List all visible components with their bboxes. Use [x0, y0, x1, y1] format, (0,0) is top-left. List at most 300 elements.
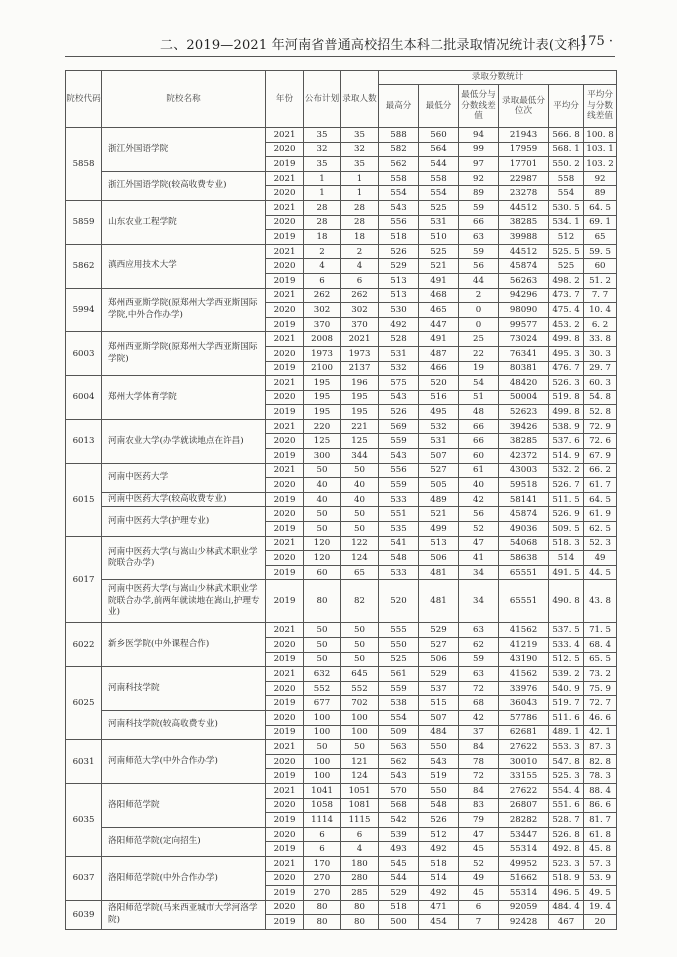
school-name-cell: 河南中医药大学(与嵩山少林武术职业学院联合办学) — [102, 536, 266, 580]
min-rank-cell: 43190 — [499, 652, 549, 667]
admitted-cell: 50 — [341, 463, 379, 478]
min-rank-cell: 58638 — [499, 551, 549, 566]
max-score-cell: 533 — [379, 492, 419, 507]
table-body — [66, 128, 617, 930]
admitted-cell: 702 — [341, 696, 379, 711]
min-diff-cell: 34 — [459, 580, 499, 623]
min-diff-cell: 62 — [459, 638, 499, 653]
plan-cell: 262 — [304, 288, 341, 303]
year-cell: 2020 — [266, 681, 304, 696]
plan-cell: 40 — [304, 492, 341, 507]
school-name-cell: 郑州大学体育学院 — [102, 376, 266, 420]
plan-cell: 28 — [304, 200, 341, 215]
header-min: 最低分 — [419, 85, 459, 128]
min-score-cell: 532 — [419, 419, 459, 434]
plan-cell: 28 — [304, 215, 341, 230]
avg-diff-cell: 103. 1 — [584, 142, 617, 157]
max-score-cell: 543 — [379, 390, 419, 405]
min-rank-cell: 44512 — [499, 200, 549, 215]
min-score-cell: 520 — [419, 376, 459, 391]
header-avg: 平均分 — [549, 85, 584, 128]
year-cell: 2021 — [266, 536, 304, 551]
plan-cell: 2 — [304, 244, 341, 259]
avg-diff-cell: 44. 5 — [584, 565, 617, 580]
avg-diff-cell: 61. 7 — [584, 478, 617, 493]
admitted-cell: 195 — [341, 390, 379, 405]
min-score-cell: 495 — [419, 405, 459, 420]
school-name-cell: 郑州西亚斯学院(原郑州大学西亚斯国际学院) — [102, 332, 266, 376]
max-score-cell: 561 — [379, 667, 419, 682]
avg-score-cell: 537. 5 — [549, 623, 584, 638]
avg-diff-cell: 88. 4 — [584, 783, 617, 798]
avg-score-cell: 532. 2 — [549, 463, 584, 478]
admitted-cell: 65 — [341, 565, 379, 580]
min-rank-cell: 41562 — [499, 667, 549, 682]
school-code-cell: 5994 — [66, 288, 102, 332]
max-score-cell: 559 — [379, 681, 419, 696]
admitted-cell: 124 — [341, 551, 379, 566]
school-name-cell: 滇西应用技术大学 — [102, 244, 266, 288]
admitted-cell: 302 — [341, 303, 379, 318]
min-diff-cell: 63 — [459, 230, 499, 245]
table-row — [66, 492, 617, 507]
year-cell: 2019 — [266, 405, 304, 420]
min-diff-cell: 97 — [459, 157, 499, 172]
plan-cell: 35 — [304, 157, 341, 172]
avg-score-cell: 550. 2 — [549, 157, 584, 172]
admitted-cell: 122 — [341, 536, 379, 551]
min-diff-cell: 40 — [459, 478, 499, 493]
avg-diff-cell: 67. 9 — [584, 449, 617, 464]
max-score-cell: 550 — [379, 638, 419, 653]
max-score-cell: 526 — [379, 405, 419, 420]
min-diff-cell: 34 — [459, 565, 499, 580]
min-score-cell: 507 — [419, 710, 459, 725]
avg-diff-cell: 20 — [584, 915, 617, 930]
min-score-cell: 560 — [419, 128, 459, 143]
admitted-cell: 32 — [341, 142, 379, 157]
min-score-cell: 499 — [419, 522, 459, 537]
min-score-cell: 468 — [419, 288, 459, 303]
avg-score-cell: 525. 5 — [549, 244, 584, 259]
year-cell: 2019 — [266, 522, 304, 537]
avg-score-cell: 568. 1 — [549, 142, 584, 157]
min-rank-cell: 39988 — [499, 230, 549, 245]
header-name: 院校名称 — [102, 71, 266, 128]
year-cell: 2021 — [266, 667, 304, 682]
avg-score-cell: 518. 9 — [549, 871, 584, 886]
min-rank-cell: 43003 — [499, 463, 549, 478]
min-score-cell: 554 — [419, 186, 459, 201]
min-diff-cell: 63 — [459, 667, 499, 682]
min-diff-cell: 61 — [459, 463, 499, 478]
max-score-cell: 544 — [379, 871, 419, 886]
max-score-cell: 582 — [379, 142, 419, 157]
min-score-cell: 525 — [419, 244, 459, 259]
avg-score-cell: 526. 3 — [549, 376, 584, 391]
admitted-cell: 344 — [341, 449, 379, 464]
min-score-cell: 492 — [419, 842, 459, 857]
min-rank-cell: 65551 — [499, 580, 549, 623]
min-score-cell: 491 — [419, 273, 459, 288]
year-cell: 2019 — [266, 157, 304, 172]
year-cell: 2020 — [266, 478, 304, 493]
school-code-cell: 6015 — [66, 463, 102, 536]
year-cell: 2019 — [266, 842, 304, 857]
avg-score-cell: 475. 4 — [549, 303, 584, 318]
admitted-cell: 40 — [341, 492, 379, 507]
table-row — [66, 856, 617, 871]
max-score-cell: 529 — [379, 259, 419, 274]
min-diff-cell: 7 — [459, 915, 499, 930]
max-score-cell: 543 — [379, 769, 419, 784]
max-score-cell: 493 — [379, 842, 419, 857]
avg-score-cell: 526. 9 — [549, 507, 584, 522]
table-row — [66, 244, 617, 259]
min-diff-cell: 72 — [459, 769, 499, 784]
school-code-cell: 6013 — [66, 419, 102, 463]
min-diff-cell: 59 — [459, 652, 499, 667]
admitted-cell: 50 — [341, 623, 379, 638]
admitted-cell: 50 — [341, 522, 379, 537]
max-score-cell: 543 — [379, 200, 419, 215]
table-row — [66, 740, 617, 755]
avg-score-cell: 519. 7 — [549, 696, 584, 711]
table-row — [66, 128, 617, 143]
min-diff-cell: 72 — [459, 681, 499, 696]
plan-cell: 120 — [304, 551, 341, 566]
min-rank-cell: 22987 — [499, 171, 549, 186]
min-score-cell: 489 — [419, 492, 459, 507]
year-cell: 2020 — [266, 142, 304, 157]
max-score-cell: 518 — [379, 900, 419, 915]
admitted-cell: 28 — [341, 200, 379, 215]
avg-score-cell: 533. 4 — [549, 638, 584, 653]
admitted-cell: 50 — [341, 740, 379, 755]
avg-score-cell: 496. 5 — [549, 886, 584, 901]
plan-cell: 1 — [304, 171, 341, 186]
header-year: 年份 — [266, 71, 304, 128]
avg-diff-cell: 66. 2 — [584, 463, 617, 478]
max-score-cell: 531 — [379, 346, 419, 361]
avg-diff-cell: 42. 1 — [584, 725, 617, 740]
min-diff-cell: 48 — [459, 405, 499, 420]
plan-cell: 60 — [304, 565, 341, 580]
min-rank-cell: 45874 — [499, 507, 549, 522]
header-score-group: 录取分数统计 — [379, 71, 617, 85]
admitted-cell: 28 — [341, 215, 379, 230]
school-code-cell: 6035 — [66, 783, 102, 856]
avg-score-cell: 453. 2 — [549, 317, 584, 332]
year-cell: 2021 — [266, 376, 304, 391]
school-code-cell: 6022 — [66, 623, 102, 667]
avg-score-cell: 511. 5 — [549, 492, 584, 507]
min-diff-cell: 52 — [459, 856, 499, 871]
avg-score-cell: 499. 8 — [549, 405, 584, 420]
avg-diff-cell: 73. 2 — [584, 667, 617, 682]
year-cell: 2019 — [266, 565, 304, 580]
max-score-cell: 556 — [379, 463, 419, 478]
school-code-cell: 6003 — [66, 332, 102, 376]
avg-diff-cell: 59. 5 — [584, 244, 617, 259]
avg-diff-cell: 30. 3 — [584, 346, 617, 361]
admitted-cell: 18 — [341, 230, 379, 245]
min-diff-cell: 59 — [459, 200, 499, 215]
avg-score-cell: 547. 8 — [549, 754, 584, 769]
max-score-cell: 528 — [379, 332, 419, 347]
year-cell: 2020 — [266, 754, 304, 769]
avg-diff-cell: 75. 9 — [584, 681, 617, 696]
year-cell: 2021 — [266, 128, 304, 143]
admitted-cell: 1 — [341, 186, 379, 201]
avg-diff-cell: 54. 8 — [584, 390, 617, 405]
min-diff-cell: 49 — [459, 871, 499, 886]
min-rank-cell: 27622 — [499, 740, 549, 755]
min-rank-cell: 54068 — [499, 536, 549, 551]
min-score-cell: 454 — [419, 915, 459, 930]
max-score-cell: 569 — [379, 419, 419, 434]
year-cell: 2020 — [266, 259, 304, 274]
avg-diff-cell: 82. 8 — [584, 754, 617, 769]
max-score-cell: 554 — [379, 186, 419, 201]
school-code-cell: 6004 — [66, 376, 102, 420]
avg-diff-cell: 62. 5 — [584, 522, 617, 537]
min-rank-cell: 45874 — [499, 259, 549, 274]
min-rank-cell: 39426 — [499, 419, 549, 434]
admitted-cell: 262 — [341, 288, 379, 303]
min-score-cell: 465 — [419, 303, 459, 318]
plan-cell: 6 — [304, 842, 341, 857]
min-diff-cell: 99 — [459, 142, 499, 157]
max-score-cell: 509 — [379, 725, 419, 740]
avg-diff-cell: 68. 4 — [584, 638, 617, 653]
min-diff-cell: 60 — [459, 449, 499, 464]
year-cell: 2021 — [266, 783, 304, 798]
plan-cell: 195 — [304, 376, 341, 391]
admitted-cell: 280 — [341, 871, 379, 886]
avg-diff-cell: 72. 9 — [584, 419, 617, 434]
avg-diff-cell: 81. 7 — [584, 813, 617, 828]
min-diff-cell: 0 — [459, 317, 499, 332]
table-row — [66, 536, 617, 551]
table-row — [66, 463, 617, 478]
avg-score-cell: 538. 9 — [549, 419, 584, 434]
max-score-cell: 554 — [379, 710, 419, 725]
avg-diff-cell: 19. 4 — [584, 900, 617, 915]
avg-diff-cell: 57. 3 — [584, 856, 617, 871]
min-diff-cell: 68 — [459, 696, 499, 711]
min-diff-cell: 84 — [459, 740, 499, 755]
avg-score-cell: 511. 6 — [549, 710, 584, 725]
plan-cell: 32 — [304, 142, 341, 157]
min-rank-cell: 49036 — [499, 522, 549, 537]
plan-cell: 50 — [304, 623, 341, 638]
avg-diff-cell: 100. 8 — [584, 128, 617, 143]
year-cell: 2021 — [266, 623, 304, 638]
admitted-cell: 82 — [341, 580, 379, 623]
max-score-cell: 533 — [379, 565, 419, 580]
min-diff-cell: 19 — [459, 361, 499, 376]
plan-cell: 1114 — [304, 813, 341, 828]
year-cell: 2021 — [266, 740, 304, 755]
school-name-cell: 洛阳师范学院(定向招生) — [102, 827, 266, 856]
year-cell: 2020 — [266, 215, 304, 230]
avg-score-cell: 467 — [549, 915, 584, 930]
admitted-cell: 4 — [341, 842, 379, 857]
admitted-cell: 180 — [341, 856, 379, 871]
header-min-diff: 最低分与分数线差值 — [459, 85, 499, 128]
min-diff-cell: 52 — [459, 522, 499, 537]
avg-score-cell: 554. 4 — [549, 783, 584, 798]
school-name-cell: 河南科技学院 — [102, 667, 266, 711]
school-name-cell: 河南农业大学(办学就读地点在许昌) — [102, 419, 266, 463]
plan-cell: 220 — [304, 419, 341, 434]
admitted-cell: 100 — [341, 710, 379, 725]
min-score-cell: 529 — [419, 623, 459, 638]
plan-cell: 120 — [304, 536, 341, 551]
max-score-cell: 525 — [379, 652, 419, 667]
school-name-cell: 洛阳师范学院(中外合作办学) — [102, 856, 266, 900]
min-rank-cell: 38285 — [499, 434, 549, 449]
plan-cell: 1973 — [304, 346, 341, 361]
admitted-cell: 221 — [341, 419, 379, 434]
avg-score-cell: 476. 7 — [549, 361, 584, 376]
plan-cell: 18 — [304, 230, 341, 245]
year-cell: 2021 — [266, 419, 304, 434]
avg-diff-cell: 29. 7 — [584, 361, 617, 376]
min-diff-cell: 0 — [459, 303, 499, 318]
min-rank-cell: 38285 — [499, 215, 549, 230]
plan-cell: 300 — [304, 449, 341, 464]
min-diff-cell: 6 — [459, 900, 499, 915]
header-max: 最高分 — [379, 85, 419, 128]
plan-cell: 4 — [304, 259, 341, 274]
min-rank-cell: 65551 — [499, 565, 549, 580]
min-diff-cell: 45 — [459, 842, 499, 857]
min-rank-cell: 23278 — [499, 186, 549, 201]
year-cell: 2019 — [266, 230, 304, 245]
min-diff-cell: 66 — [459, 434, 499, 449]
max-score-cell: 492 — [379, 317, 419, 332]
max-score-cell: 562 — [379, 157, 419, 172]
min-diff-cell: 54 — [459, 376, 499, 391]
min-diff-cell: 84 — [459, 783, 499, 798]
admitted-cell: 285 — [341, 886, 379, 901]
admitted-cell: 2 — [341, 244, 379, 259]
admitted-cell: 6 — [341, 827, 379, 842]
plan-cell: 80 — [304, 580, 341, 623]
year-cell: 2020 — [266, 551, 304, 566]
school-name-cell: 河南中医药大学(与嵩山少林武术职业学院联合办学,前两年就读地在嵩山,护理专业) — [102, 580, 266, 623]
year-cell: 2021 — [266, 171, 304, 186]
min-rank-cell: 94296 — [499, 288, 549, 303]
avg-score-cell: 495. 3 — [549, 346, 584, 361]
table-row — [66, 376, 617, 391]
school-code-cell: 6037 — [66, 856, 102, 900]
min-score-cell: 544 — [419, 157, 459, 172]
min-rank-cell: 92059 — [499, 900, 549, 915]
min-diff-cell: 66 — [459, 215, 499, 230]
avg-diff-cell: 52. 8 — [584, 405, 617, 420]
admitted-cell: 100 — [341, 725, 379, 740]
avg-diff-cell: 7. 7 — [584, 288, 617, 303]
avg-diff-cell: 64. 5 — [584, 200, 617, 215]
max-score-cell: 588 — [379, 128, 419, 143]
min-rank-cell: 26807 — [499, 798, 549, 813]
header-plan: 公布计划 — [304, 71, 341, 128]
avg-diff-cell: 64. 5 — [584, 492, 617, 507]
min-rank-cell: 44512 — [499, 244, 549, 259]
avg-score-cell: 534. 1 — [549, 215, 584, 230]
avg-diff-cell: 69. 1 — [584, 215, 617, 230]
avg-diff-cell: 72. 7 — [584, 696, 617, 711]
avg-score-cell: 525 — [549, 259, 584, 274]
admitted-cell: 2137 — [341, 361, 379, 376]
plan-cell: 370 — [304, 317, 341, 332]
avg-score-cell: 499. 8 — [549, 332, 584, 347]
plan-cell: 50 — [304, 507, 341, 522]
admitted-cell: 6 — [341, 273, 379, 288]
max-score-cell: 559 — [379, 478, 419, 493]
min-rank-cell: 57786 — [499, 710, 549, 725]
min-rank-cell: 36043 — [499, 696, 549, 711]
max-score-cell: 556 — [379, 215, 419, 230]
plan-cell: 552 — [304, 681, 341, 696]
min-diff-cell: 37 — [459, 725, 499, 740]
min-score-cell: 466 — [419, 361, 459, 376]
max-score-cell: 526 — [379, 244, 419, 259]
max-score-cell: 513 — [379, 273, 419, 288]
page-title: 二、2019—2021 年河南省普通高校招生本科二批录取情况统计表(文科) — [160, 38, 586, 53]
min-diff-cell: 25 — [459, 332, 499, 347]
avg-diff-cell: 61. 8 — [584, 827, 617, 842]
min-rank-cell: 73024 — [499, 332, 549, 347]
year-cell: 2020 — [266, 346, 304, 361]
max-score-cell: 548 — [379, 551, 419, 566]
max-score-cell: 518 — [379, 230, 419, 245]
year-cell: 2019 — [266, 725, 304, 740]
max-score-cell: 541 — [379, 536, 419, 551]
avg-diff-cell: 51. 2 — [584, 273, 617, 288]
year-cell: 2020 — [266, 434, 304, 449]
year-cell: 2019 — [266, 317, 304, 332]
min-rank-cell: 17959 — [499, 142, 549, 157]
year-cell: 2020 — [266, 390, 304, 405]
max-score-cell: 532 — [379, 361, 419, 376]
max-score-cell: 535 — [379, 522, 419, 537]
min-diff-cell: 51 — [459, 390, 499, 405]
avg-diff-cell: 33. 8 — [584, 332, 617, 347]
admitted-cell: 50 — [341, 638, 379, 653]
avg-score-cell: 491. 5 — [549, 565, 584, 580]
max-score-cell: 570 — [379, 783, 419, 798]
max-score-cell: 529 — [379, 886, 419, 901]
min-rank-cell: 55314 — [499, 886, 549, 901]
plan-cell: 40 — [304, 478, 341, 493]
max-score-cell: 563 — [379, 740, 419, 755]
year-cell: 2021 — [266, 332, 304, 347]
min-score-cell: 518 — [419, 856, 459, 871]
min-score-cell: 543 — [419, 754, 459, 769]
avg-score-cell: 509. 5 — [549, 522, 584, 537]
year-cell: 2019 — [266, 886, 304, 901]
plan-cell: 1041 — [304, 783, 341, 798]
min-rank-cell: 98090 — [499, 303, 549, 318]
min-score-cell: 512 — [419, 827, 459, 842]
min-score-cell: 527 — [419, 463, 459, 478]
min-rank-cell: 99577 — [499, 317, 549, 332]
school-name-cell: 河南中医药大学(较高收费专业) — [102, 492, 266, 507]
